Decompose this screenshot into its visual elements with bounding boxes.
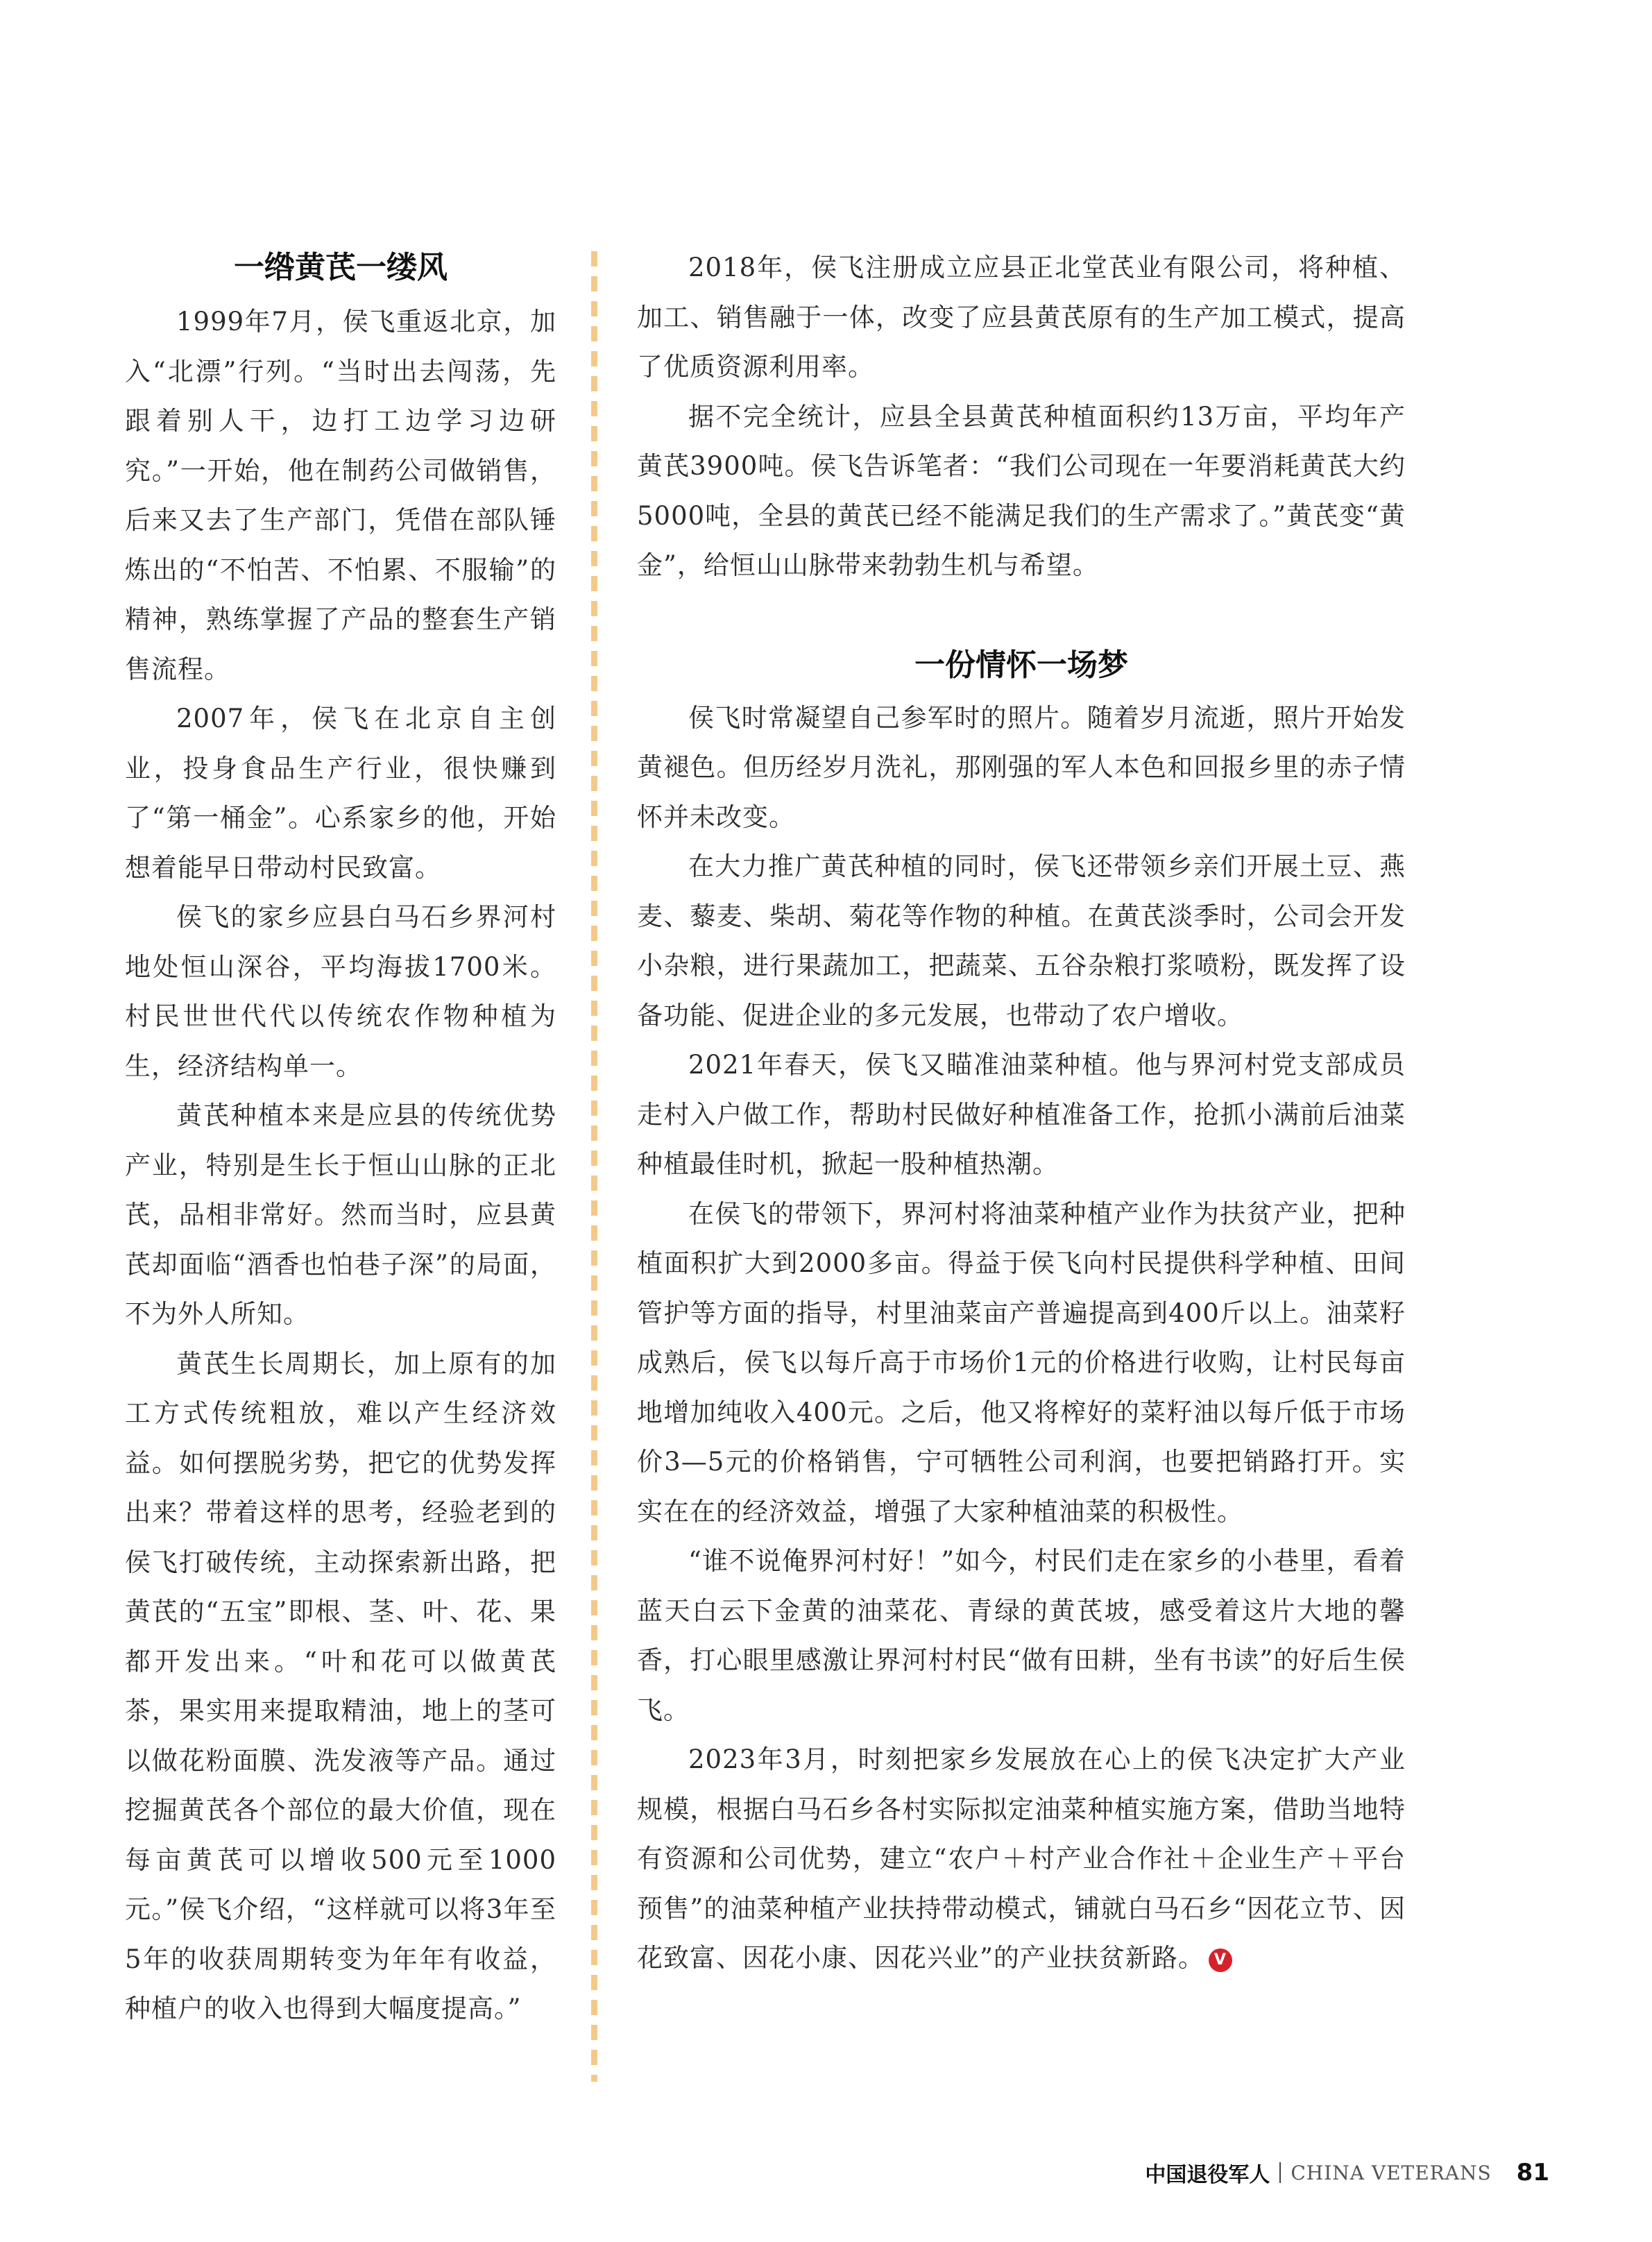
body-paragraph: 在侯飞的带领下，界河村将油菜种植产业作为扶贫产业，把种植面积扩大到2000多亩。得益于侯飞向村民提供科学种植、田间管护等方面的指导，村里油菜亩产普遍提高到400斤以上。油菜籽成熟后，侯飞以每斤高于市场价1元的价格进行收购，让村民每亩地增加纯收入400元。之后，他又将榨好的菜籽油以每斤低于市场价3—5元的价格销售，宁可牺牲公司利润，也要把销路打开。实实在在的经济效益，增强了大家种植油菜的积极性。 (637, 1198, 1406, 1527)
page-footer (1145, 2155, 1549, 2190)
body-paragraph: 据不完全统计，应县全县黄芪种植面积约13万亩，平均年产黄芪3900吨。侯飞告诉笔者：“我们公司现在一年要消耗黄芪大约5000吨，全县的黄芪已经不能满足我们的生产需求了。”黄芪变“黄金”，给恒山山脉带来勃勃生机与希望。 (637, 401, 1406, 580)
end-mark-icon: V (1209, 1948, 1232, 1972)
body-paragraph: 侯飞的家乡应县白马石乡界河村地处恒山深谷，平均海拔1700米。村民世世代代以传统农作物种植为生，经济结构单一。 (125, 902, 556, 1081)
right-column (637, 243, 1406, 1983)
body-paragraph: 黄芪种植本来是应县的传统优势产业，特别是生长于恒山山脉的正北芪，品相非常好。然而当时，应县黄芪却面临“酒香也怕巷子深”的局面，不为外人所知。 (125, 1101, 556, 1329)
body-paragraph: 2021年春天，侯飞又瞄准油菜种植。他与界河村党支部成员走村入户做工作，帮助村民做好种植准备工作，抢抓小满前后油菜种植最佳时机，掀起一股种植热潮。 (637, 1050, 1406, 1179)
magazine-name-cn: 中国退役军人 (1145, 2163, 1270, 2187)
body-paragraph: 1999年7月，侯飞重返北京，加入“北漂”行列。“当时出去闯荡，先跟着别人干，边打工边学习边研究。”一开始，他在制药公司做销售，后来又去了生产部门，凭借在部队锤炼出的“不怕苦、不怕累、不服输”的精神，熟练掌握了产品的整套生产销售流程。 (125, 307, 556, 684)
magazine-name-en: CHINA VETERANS (1291, 2161, 1492, 2184)
last-paragraph-text: 2023年3月，时刻把家乡发展放在心上的侯飞决定扩大产业规模，根据白马石乡各村实际拟定油菜种植实施方案，借助当地特有资源和公司优势，建立“农户＋村产业合作社＋企业生产＋平台预售”的油菜种植产业扶持带动模式，铺就白马石乡“因花立节、因花致富、因花小康、因花兴业”的产业扶贫新路。 (637, 1744, 1406, 1973)
body-paragraph: 在大力推广黄芪种植的同时，侯飞还带领乡亲们开展土豆、燕麦、藜麦、柴胡、菊花等作物的种植。在黄芪淡季时，公司会开发小杂粮，进行果蔬加工，把蔬菜、五谷杂粮打浆喷粉，既发挥了设备功能、促进企业的多元发展，也带动了农户增收。 (637, 851, 1406, 1030)
body-paragraph: “谁不说俺界河村好！”如今，村民们走在家乡的小巷里，看着蓝天白云下金黄的油菜花、青绿的黄芪坡，感受着这片大地的馨香，打心眼里感激让界河村村民“做有田耕，坐有书读”的好后生侯飞。 (637, 1546, 1406, 1725)
footer-separator (1279, 2162, 1281, 2183)
left-column (125, 243, 556, 2034)
body-paragraph: 2018年，侯飞注册成立应县正北堂芪业有限公司，将种植、加工、销售融于一体，改变了应县黄芪原有的生产加工模式，提高了优质资源利用率。 (637, 253, 1406, 382)
page-number: 81 (1516, 2159, 1549, 2186)
section-heading-2: 一份情怀一场梦 (914, 647, 1128, 683)
section-heading-1: 一绺黄芪一缕风 (234, 250, 448, 285)
body-paragraph: 2007年，侯飞在北京自主创业，投身食品生产行业，很快赚到了“第一桶金”。心系家乡的他，开始想着能早日带动村民致富。 (125, 704, 556, 883)
body-paragraph: 侯飞时常凝望自己参军时的照片。随着岁月流逝，照片开始发黄褪色。但历经岁月洗礼，那刚强的军人本色和回报乡里的赤子情怀并未改变。 (637, 702, 1406, 832)
column-divider (591, 251, 597, 2082)
body-paragraph: 黄芪生长周期长，加上原有的加工方式传统粗放，难以产生经济效益。如何摆脱劣势，把它的优势发挥出来？带着这样的思考，经验老到的侯飞打破传统，主动探索新出路，把黄芪的“五宝”即根、茎、叶、花、果都开发出来。“叶和花可以做黄芪茶，果实用来提取精油，地上的茎可以做花粉面膜、洗发液等产品。通过挖掘黄芪各个部位的最大价值，现在每亩黄芪可以增收500元至1000元。”侯飞介绍，“这样就可以将3年至5年的收获周期转变为年年有收益，种植户的收入也得到大幅度提高。” (125, 1348, 556, 2023)
body-paragraph-last (637, 1735, 1406, 1983)
